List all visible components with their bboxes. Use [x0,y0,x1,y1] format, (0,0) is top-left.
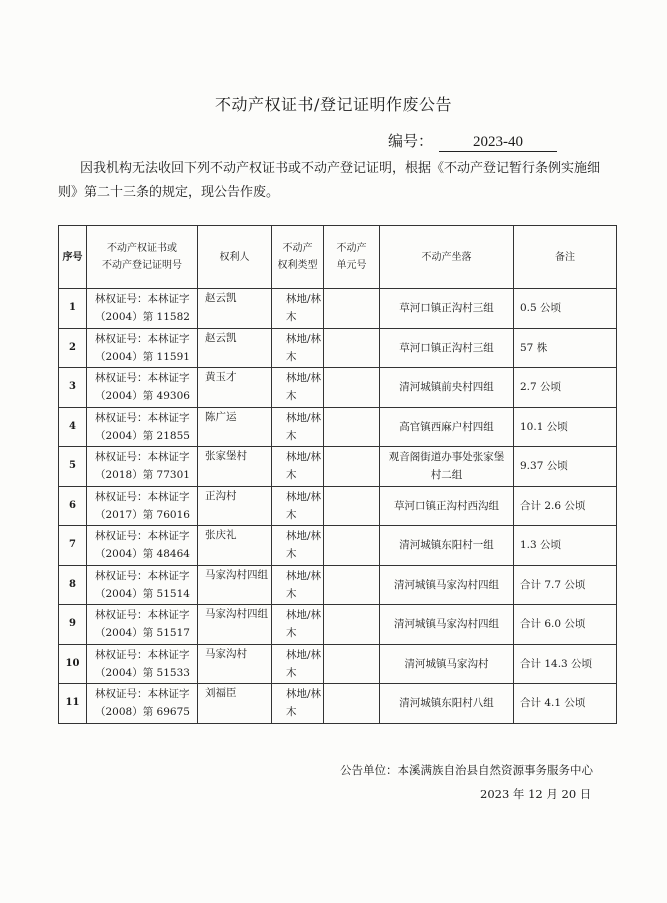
header-owner: 权利人 [198,226,272,289]
table-row [59,289,617,329]
row-unit-number [324,684,380,724]
row-certificate: 林权证号：本林证字 （2004）第 51533 [87,644,198,684]
row-owner: 张家堡村 [198,447,272,487]
row-unit-number [324,605,380,645]
row-unit-number [324,407,380,447]
row-note: 10.1 公顷 [514,407,617,447]
row-unit-number [324,447,380,487]
table-row [59,407,617,447]
row-location: 清河城镇东阳村八组 [380,684,514,724]
row-location: 清河城镇马家沟村四组 [380,605,514,645]
row-owner: 黄玉才 [198,368,272,408]
row-certificate: 林权证号：本林证字 （2004）第 21855 [87,407,198,447]
row-owner: 刘福臣 [198,684,272,724]
row-right-type: 林地/林 木 [272,486,324,526]
row-certificate: 林权证号：本林证字 （2018）第 77301 [87,447,198,487]
table-row [59,526,617,566]
notice-title: 不动产权证书/登记证明作废公告 [215,95,452,114]
row-owner: 赵云凯 [198,328,272,368]
row-location: 清河城镇马家沟村四组 [380,565,514,605]
row-right-type: 林地/林 木 [272,289,324,329]
row-owner: 张庆礼 [198,526,272,566]
table-row [59,684,617,724]
row-index: 8 [59,565,87,605]
row-certificate: 林权证号：本林证字 （2004）第 49306 [87,368,198,408]
row-index: 9 [59,605,87,645]
row-certificate: 林权证号：本林证字 （2004）第 51517 [87,605,198,645]
table-row [59,605,617,645]
row-location: 草河口镇正沟村三组 [380,289,514,329]
row-location: 草河口镇正沟村西沟组 [380,486,514,526]
row-index: 4 [59,407,87,447]
issue-date: 2023 年 12 月 20 日 [480,787,592,801]
row-right-type: 林地/林 木 [272,644,324,684]
row-owner: 陈广运 [198,407,272,447]
table-row [59,328,617,368]
row-certificate: 林权证号：本林证字 （2004）第 51514 [87,565,198,605]
row-index: 10 [59,644,87,684]
row-unit-number [324,328,380,368]
row-index: 2 [59,328,87,368]
row-location: 清河城镇马家沟村 [380,644,514,684]
row-owner: 赵云凯 [198,289,272,329]
row-unit-number [324,486,380,526]
table-row [59,486,617,526]
row-right-type: 林地/林 木 [272,605,324,645]
row-index: 1 [59,289,87,329]
row-owner: 马家沟村四组 [198,565,272,605]
row-right-type: 林地/林 木 [272,684,324,724]
row-index: 5 [59,447,87,487]
row-index: 7 [59,526,87,566]
row-index: 3 [59,368,87,408]
row-unit-number [324,565,380,605]
doc-number [388,130,557,152]
table-header-row [59,226,617,289]
header-cert: 不动产权证书或 不动产登记证明号 [87,226,198,289]
header-type: 不动产 权利类型 [272,226,324,289]
table-row [59,447,617,487]
row-location: 观音阁街道办事处张家堡村二组 [380,447,514,487]
row-location: 清河城镇前央村四组 [380,368,514,408]
issuer: 公告单位：本溪满族自治县自然资源事务服务中心 [340,763,593,777]
row-note: 0.5 公顷 [514,289,617,329]
row-note: 合计 6.0 公顷 [514,605,617,645]
row-unit-number [324,526,380,566]
row-note: 2.7 公顷 [514,368,617,408]
row-index: 6 [59,486,87,526]
row-right-type: 林地/林 木 [272,368,324,408]
row-owner: 马家沟村四组 [198,605,272,645]
table-row [59,368,617,408]
header-location: 不动产坐落 [380,226,514,289]
row-right-type: 林地/林 木 [272,565,324,605]
header-note: 备注 [514,226,617,289]
row-unit-number [324,368,380,408]
row-owner: 马家沟村 [198,644,272,684]
row-right-type: 林地/林 木 [272,447,324,487]
row-right-type: 林地/林 木 [272,407,324,447]
row-unit-number [324,289,380,329]
table-row [59,565,617,605]
row-right-type: 林地/林 木 [272,526,324,566]
row-right-type: 林地/林 木 [272,328,324,368]
row-index: 11 [59,684,87,724]
row-note: 1.3 公顷 [514,526,617,566]
header-idx: 序号 [59,226,87,289]
row-note: 57 株 [514,328,617,368]
row-location: 高官镇西麻户村四组 [380,407,514,447]
table-row [59,644,617,684]
row-note: 合计 7.7 公顷 [514,565,617,605]
row-owner: 正沟村 [198,486,272,526]
row-certificate: 林权证号：本林证字 （2004）第 11582 [87,289,198,329]
row-note: 合计 14.3 公顷 [514,644,617,684]
row-location: 草河口镇正沟村三组 [380,328,514,368]
row-note: 9.37 公顷 [514,447,617,487]
certificate-table [58,225,617,724]
row-certificate: 林权证号：本林证字 （2017）第 76016 [87,486,198,526]
doc-number-label: 编号： [388,132,434,150]
row-unit-number [324,644,380,684]
row-note: 合计 4.1 公顷 [514,684,617,724]
row-note: 合计 2.6 公顷 [514,486,617,526]
row-location: 清河城镇东阳村一组 [380,526,514,566]
row-certificate: 林权证号：本林证字 （2004）第 48464 [87,526,198,566]
row-certificate: 林权证号：本林证字 （2004）第 11591 [87,328,198,368]
header-unit: 不动产 单元号 [324,226,380,289]
doc-number-value: 2023-40 [439,134,557,152]
intro-paragraph: 因我机构无法收回下列不动产权证书或不动产登记证明，根据《不动产登记暂行条例实施细则》第二十三条的规定，现公告作废。 [58,161,601,200]
row-certificate: 林权证号：本林证字 （2008）第 69675 [87,684,198,724]
